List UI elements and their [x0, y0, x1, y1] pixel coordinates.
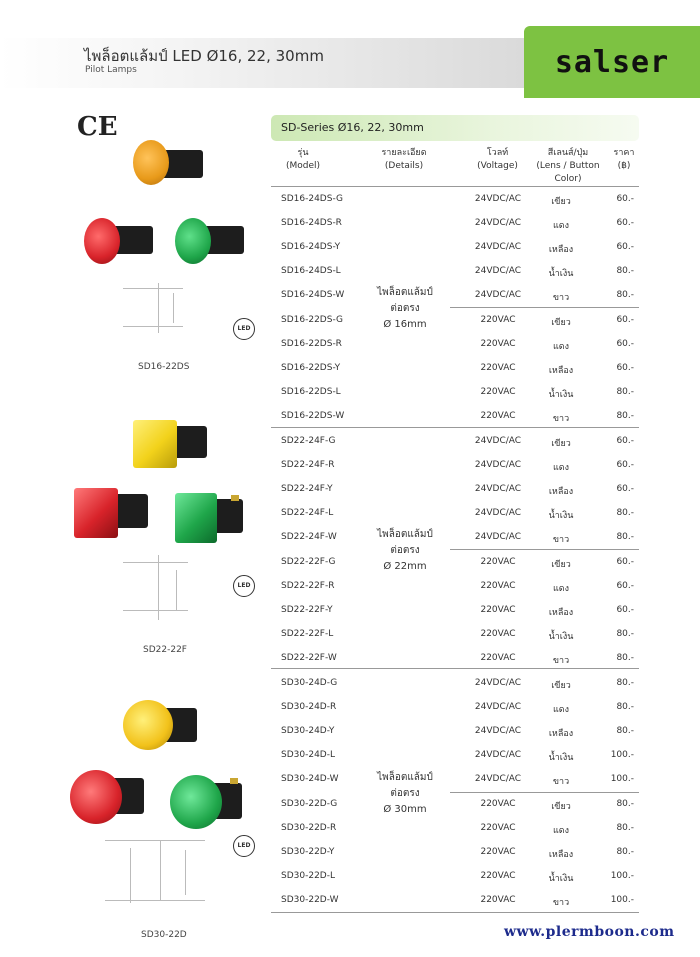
cell-voltage: 24VDC/AC [474, 242, 522, 253]
table-rule [271, 186, 639, 187]
dimension-drawing-16 [118, 278, 188, 338]
cell-voltage: 220VAC [480, 604, 516, 615]
lamp-22-yellow [133, 420, 208, 470]
brand-logo [524, 26, 700, 98]
cell-model: SD30-22D-R [281, 822, 337, 833]
cell-price: 60.- [616, 556, 634, 567]
cell-voltage: 220VAC [480, 894, 516, 905]
table-row [271, 236, 639, 260]
series-title: SD-Series Ø16, 22, 30mm [271, 115, 639, 141]
cell-model: SD22-24F-R [281, 460, 335, 471]
table-row [271, 575, 639, 599]
cell-price: 60.- [616, 314, 634, 325]
col-head-model: รุ่น (Model) [285, 148, 321, 171]
cell-voltage: 220VAC [480, 362, 516, 373]
cell-price: 80.- [616, 290, 634, 301]
cell-voltage: 220VAC [480, 652, 516, 663]
cell-model: SD30-22D-G [281, 798, 338, 809]
cell-model: SD16-22DS-W [281, 410, 345, 421]
caption-sd30: SD30-22D [141, 930, 187, 940]
cell-model: SD30-24D-W [281, 774, 339, 785]
col-head-price: ราคา (฿) [613, 148, 635, 171]
cell-model: SD16-22DS-L [281, 386, 341, 397]
table-row [271, 793, 639, 817]
cell-price: 80.- [616, 652, 634, 663]
table-row [271, 599, 639, 623]
cell-color: น้ำเงิน [548, 389, 574, 400]
table-row [271, 188, 639, 212]
cell-model: SD16-22DS-Y [281, 362, 341, 373]
caption-sd22: SD22-22F [143, 645, 187, 655]
col-head-color: สีเลนส์/ปุ่ม (Lens / Button Color) [536, 148, 600, 184]
lamp-16-red [84, 218, 154, 266]
cell-voltage: 220VAC [480, 870, 516, 881]
table-row [271, 284, 639, 308]
table-row [271, 841, 639, 865]
cell-model: SD30-24D-R [281, 702, 337, 713]
cell-price: 80.- [616, 508, 634, 519]
cell-model: SD30-24D-G [281, 678, 338, 688]
group-details-30: ไพล็อตแล้มป์ ต่อตรง Ø 30mm [377, 772, 433, 815]
table-row [271, 696, 639, 720]
cell-model: SD22-22F-G [281, 556, 336, 567]
table-row [271, 647, 639, 671]
caption-sd16: SD16-22DS [138, 362, 190, 372]
cell-price: 80.- [616, 532, 634, 543]
cell-price: 60.- [616, 218, 634, 229]
cell-color: ขาว [552, 655, 570, 666]
table-row [271, 478, 639, 502]
table-row [271, 405, 639, 429]
col-head-voltage: โวลท์ (Voltage) [477, 148, 518, 171]
cell-price: 80.- [616, 266, 634, 277]
cell-price: 100.- [610, 894, 634, 905]
table-row [271, 768, 639, 792]
cell-model: SD30-24D-Y [281, 726, 335, 737]
cell-color: เหลือง [548, 245, 574, 256]
cell-color: ขาว [552, 535, 570, 546]
cell-color: ขาว [552, 293, 570, 304]
cell-color: ขาว [552, 777, 570, 788]
brand-name: salser [554, 44, 670, 80]
cell-voltage: 220VAC [480, 846, 516, 857]
cell-voltage: 24VDC/AC [474, 508, 522, 519]
cell-price: 60.- [616, 460, 634, 471]
group-details-16: ไพล็อตแล้มป์ ต่อตรง Ø 16mm [377, 287, 433, 330]
cell-model: SD30-22D-L [281, 870, 335, 881]
table-row [271, 309, 639, 333]
cell-model: SD16-22DS-G [281, 314, 343, 325]
cell-price: 80.- [616, 628, 634, 639]
cell-voltage: 24VDC/AC [474, 436, 522, 446]
cell-model: SD22-24F-W [281, 532, 337, 543]
cell-price: 80.- [616, 410, 634, 421]
table-row [271, 720, 639, 744]
ce-mark: CE [77, 112, 118, 142]
table-row [271, 817, 639, 841]
cell-color: เขียว [551, 439, 571, 449]
cell-price: 60.- [616, 362, 634, 373]
cell-price: 60.- [616, 580, 634, 591]
page-subtitle: Pilot Lamps [85, 65, 137, 75]
cell-model: SD16-22DS-R [281, 338, 342, 349]
cell-color: เหลือง [548, 729, 574, 740]
table-row [271, 623, 639, 647]
cell-price: 100.- [610, 774, 634, 785]
cell-voltage: 220VAC [480, 386, 516, 397]
cell-color: น้ำเงิน [548, 269, 574, 280]
cell-price: 60.- [616, 242, 634, 253]
cell-voltage: 24VDC/AC [474, 532, 522, 543]
group-details-22: ไพล็อตแล้มป์ ต่อตรง Ø 22mm [377, 529, 433, 572]
cell-color: น้ำเงิน [548, 511, 574, 522]
table-row [271, 333, 639, 357]
cell-color: แดง [552, 221, 570, 232]
cell-voltage: 24VDC/AC [474, 678, 522, 688]
cell-voltage: 24VDC/AC [474, 702, 522, 713]
cell-voltage: 220VAC [480, 556, 516, 567]
dimension-drawing-30 [100, 830, 210, 912]
cell-model: SD22-22F-W [281, 652, 337, 663]
cell-voltage: 24VDC/AC [474, 290, 522, 301]
lamp-30-yellow [123, 700, 198, 752]
cell-color: เหลือง [548, 365, 574, 376]
led-type-badge: LED [233, 835, 255, 857]
cell-model: SD22-24F-L [281, 508, 334, 519]
cell-price: 60.- [616, 194, 634, 204]
cell-price: 80.- [616, 702, 634, 713]
cell-color: เหลือง [548, 487, 574, 498]
cell-model: SD22-22F-R [281, 580, 335, 591]
cell-model: SD16-24DS-Y [281, 242, 341, 253]
cell-voltage: 24VDC/AC [474, 774, 522, 785]
cell-model: SD16-24DS-G [281, 194, 343, 204]
cell-voltage: 220VAC [480, 628, 516, 639]
dimension-drawing-22 [118, 550, 193, 625]
table-row [271, 672, 639, 696]
table-row [271, 212, 639, 236]
cell-price: 80.- [616, 386, 634, 397]
lamp-22-red [74, 488, 149, 543]
cell-voltage: 24VDC/AC [474, 194, 522, 204]
table-row [271, 381, 639, 405]
cell-voltage: 220VAC [480, 798, 516, 809]
table-row [271, 502, 639, 526]
cell-color: เขียว [551, 801, 571, 812]
cell-voltage: 220VAC [480, 580, 516, 591]
cell-voltage: 24VDC/AC [474, 750, 522, 761]
lamp-30-red [70, 770, 145, 825]
cell-price: 80.- [616, 726, 634, 737]
cell-price: 60.- [616, 484, 634, 495]
table-row [271, 889, 639, 913]
cell-color: น้ำเงิน [548, 753, 574, 764]
cell-color: เหลือง [548, 607, 574, 618]
cell-price: 60.- [616, 604, 634, 615]
cell-color: เขียว [551, 197, 571, 207]
cell-price: 80.- [616, 678, 634, 688]
cell-price: 80.- [616, 846, 634, 857]
cell-color: น้ำเงิน [548, 873, 574, 884]
cell-voltage: 24VDC/AC [474, 484, 522, 495]
cell-color: แดง [552, 341, 570, 352]
cell-voltage: 220VAC [480, 314, 516, 325]
table-row [271, 865, 639, 889]
cell-price: 60.- [616, 338, 634, 349]
cell-model: SD30-24D-L [281, 750, 335, 761]
cell-model: SD16-24DS-R [281, 218, 342, 229]
cell-color: ขาว [552, 897, 570, 908]
cell-price: 80.- [616, 822, 634, 833]
table-row [271, 430, 639, 454]
cell-voltage: 24VDC/AC [474, 266, 522, 277]
cell-color: เขียว [551, 681, 571, 691]
cell-color: แดง [552, 705, 570, 716]
cell-voltage: 24VDC/AC [474, 218, 522, 229]
cell-color: เขียว [551, 317, 571, 328]
cell-voltage: 220VAC [480, 822, 516, 833]
cell-voltage: 220VAC [480, 338, 516, 349]
lamp-30-green [170, 775, 245, 830]
cell-color: เขียว [551, 559, 571, 570]
cell-color: แดง [552, 463, 570, 474]
page-title: ไพล็อตแล้มป์ LED Ø16, 22, 30mm [84, 47, 324, 65]
cell-price: 80.- [616, 798, 634, 809]
table-row [271, 357, 639, 381]
cell-model: SD22-24F-G [281, 436, 336, 446]
lamp-16-green [175, 218, 245, 266]
cell-price: 100.- [610, 750, 634, 761]
cell-color: แดง [552, 825, 570, 836]
cell-voltage: 220VAC [480, 410, 516, 421]
cell-model: SD30-22D-W [281, 894, 339, 905]
cell-price: 100.- [610, 870, 634, 881]
cell-model: SD22-22F-Y [281, 604, 333, 615]
table-row [271, 744, 639, 768]
footer-url[interactable]: www.plermboon.com [504, 924, 675, 940]
col-head-details: รายละเอียด (Details) [381, 148, 427, 171]
cell-model: SD22-24F-Y [281, 484, 333, 495]
cell-color: เหลือง [548, 849, 574, 860]
cell-voltage: 24VDC/AC [474, 460, 522, 471]
table-row [271, 454, 639, 478]
cell-model: SD16-24DS-W [281, 290, 345, 301]
lamp-16-amber [133, 140, 208, 185]
table-row [271, 260, 639, 284]
cell-model: SD16-24DS-L [281, 266, 341, 277]
cell-voltage: 24VDC/AC [474, 726, 522, 737]
lamp-22-green [175, 493, 245, 548]
cell-price: 60.- [616, 436, 634, 446]
led-type-badge: LED [233, 318, 255, 340]
led-type-badge: LED [233, 575, 255, 597]
cell-model: SD30-22D-Y [281, 846, 335, 857]
cell-color: น้ำเงิน [548, 631, 574, 642]
cell-color: แดง [552, 583, 570, 594]
cell-color: ขาว [552, 413, 570, 424]
table-row [271, 526, 639, 550]
table-row [271, 551, 639, 575]
cell-model: SD22-22F-L [281, 628, 334, 639]
